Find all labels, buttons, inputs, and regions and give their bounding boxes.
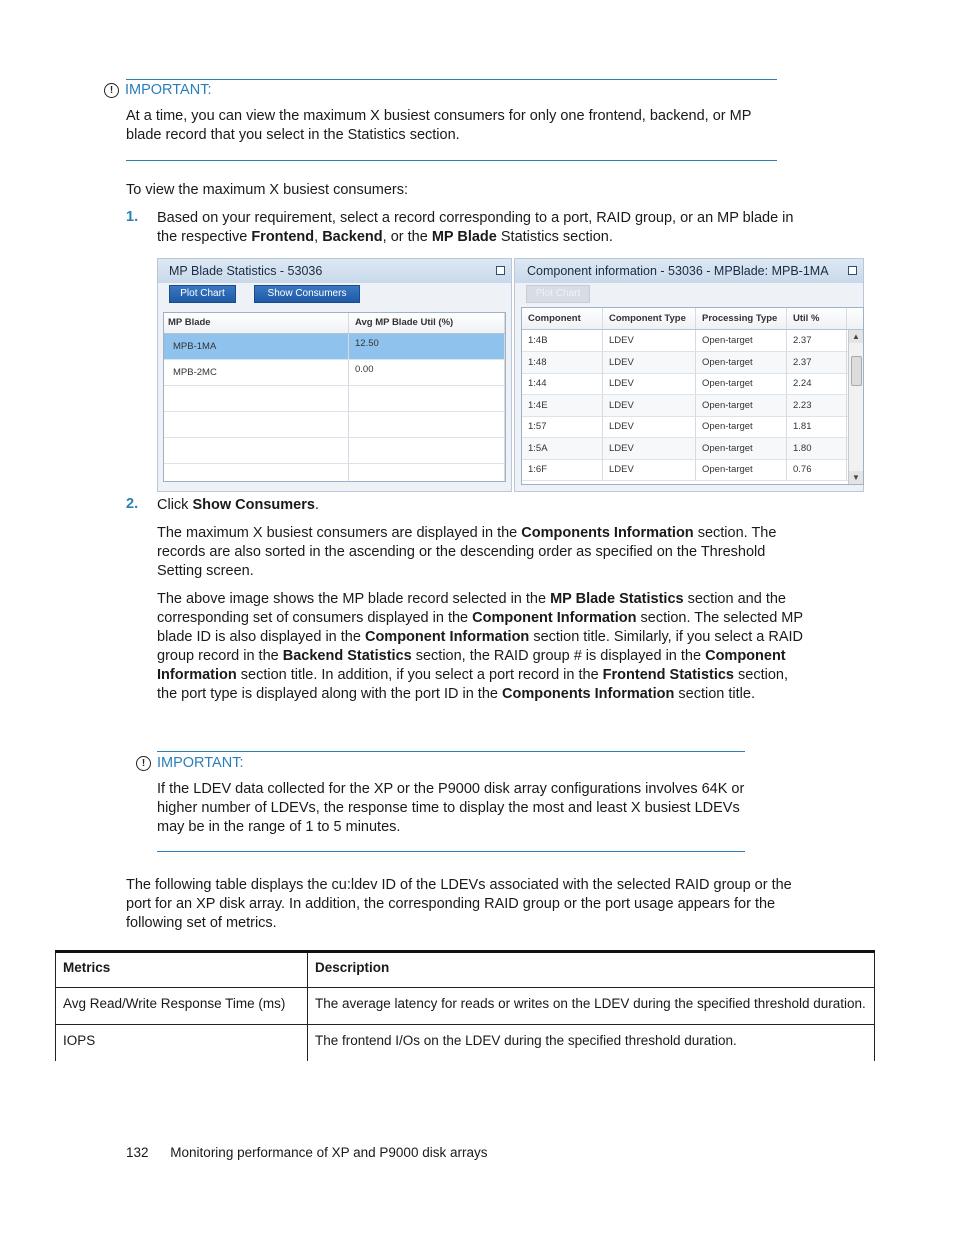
empty-row: [164, 412, 505, 438]
table-row[interactable]: [522, 373, 849, 395]
plot-chart-button-disabled[interactable]: Plot Chart: [526, 285, 590, 303]
util-cell: 2.23: [787, 395, 847, 416]
bold-term: Components Information: [521, 525, 694, 541]
processing-type-cell: Open-target: [696, 352, 787, 373]
step-1-part: , or the: [382, 229, 432, 245]
table-intro-text: The following table displays the cu:ldev ID of the LDEVs associated with the selected RAID group or the port for an XP disk array. In addition, the corresponding RAID group or the port usage appears for the following set of metrics.: [126, 877, 792, 931]
text-part: section, the port type is displayed along with the port ID in the: [157, 667, 788, 702]
text-part: section. The records are also sorted in the ascending or the descending order as specified on the Threshold Setting screen.: [157, 525, 777, 579]
column-header-util[interactable]: Util %: [787, 308, 847, 329]
step-2-number: 2.: [126, 496, 139, 512]
metric-cell: IOPS: [56, 1025, 308, 1062]
mp-blade-grid: [163, 312, 506, 482]
important-2-bottom-rule: [157, 851, 745, 852]
table-row[interactable]: [522, 459, 849, 481]
vertical-scrollbar[interactable]: [848, 330, 863, 484]
bold-term: Component Information: [472, 610, 637, 626]
backend-term: Backend: [322, 229, 383, 245]
component-cell: 1:4B: [522, 330, 603, 351]
step-2-part: .: [314, 497, 319, 513]
paragraph-image-explanation: [157, 590, 805, 704]
util-cell: 2.37: [787, 352, 847, 373]
empty-cell: [349, 412, 505, 437]
table-row[interactable]: [164, 334, 505, 360]
show-consumers-term: Show Consumers: [192, 497, 315, 513]
text-part: section, the RAID group # is displayed in the: [411, 648, 706, 664]
util-cell: 2.37: [787, 330, 847, 351]
text-part: The maximum X busiest consumers are displayed in the: [157, 525, 522, 541]
scroll-down-icon[interactable]: ▼: [849, 471, 863, 484]
exclamation-icon: !: [136, 756, 151, 771]
metrics-table: [55, 950, 875, 1061]
important-bottom-rule: [126, 160, 777, 161]
component-cell: 1:57: [522, 416, 603, 437]
page-number: 132: [126, 1145, 149, 1160]
component-type-cell: LDEV: [603, 438, 696, 459]
component-information-panel: [514, 258, 864, 492]
util-cell: 0.00: [349, 360, 505, 385]
component-panel-title: [515, 259, 863, 283]
maximize-icon[interactable]: [848, 266, 857, 275]
description-cell: The frontend I/Os on the LDEV during the specified threshold duration.: [308, 1025, 875, 1062]
description-column-header: Description: [308, 952, 875, 988]
table-row: [56, 1025, 875, 1062]
scroll-thumb[interactable]: [851, 356, 862, 386]
important-2-heading: [136, 755, 243, 771]
processing-type-cell: Open-target: [696, 459, 787, 480]
text-part: section and the corresponding set of consumers displayed in the: [157, 591, 786, 626]
step-2-part: Click: [157, 497, 193, 513]
mp-blade-panel-title-text: MP Blade Statistics - 53036: [169, 264, 323, 278]
column-header-avg-util[interactable]: Avg MP Blade Util (%): [349, 313, 505, 333]
component-cell: 1:6F: [522, 459, 603, 480]
show-consumers-button[interactable]: Show Consumers: [254, 285, 360, 303]
column-header-processing-type[interactable]: Processing Type: [696, 308, 787, 329]
empty-row: [164, 386, 505, 412]
util-cell: 12.50: [349, 334, 505, 359]
component-cell: 1:4E: [522, 395, 603, 416]
empty-cell: [164, 386, 349, 411]
mp-blade-term: MP Blade: [431, 229, 497, 245]
processing-type-cell: Open-target: [696, 395, 787, 416]
mp-blade-statistics-panel: [157, 258, 512, 492]
metrics-column-header: Metrics: [56, 952, 308, 988]
component-cell: 1:44: [522, 373, 603, 394]
important-label: IMPORTANT:: [125, 82, 212, 98]
bold-term: Backend Statistics: [282, 648, 412, 664]
step-1-text: [157, 209, 807, 247]
component-type-cell: LDEV: [603, 395, 696, 416]
step-1-part: Based on your requirement, select a record corresponding to a port, RAID group, or an MP blade in the respective: [157, 210, 794, 245]
empty-cell: [349, 386, 505, 411]
empty-row: [164, 464, 505, 481]
empty-cell: [164, 412, 349, 437]
frontend-term: Frontend: [251, 229, 315, 245]
empty-cell: [349, 464, 505, 481]
column-header-component[interactable]: Component: [522, 308, 603, 329]
important-text: At a time, you can view the maximum X busiest consumers for only one frontend, backend, or MP blade record that you select in the Statistics section.: [126, 108, 752, 143]
mp-blade-cell: MPB-1MA: [164, 334, 349, 359]
mp-blade-grid-header: [164, 313, 505, 334]
intro-text: To view the maximum X busiest consumers:: [126, 182, 409, 198]
mp-blade-cell: MPB-2MC: [164, 360, 349, 385]
important-heading: [104, 82, 211, 98]
processing-type-cell: Open-target: [696, 330, 787, 351]
component-panel-title-text: Component information - 53036 - MPBlade: MPB-1MA: [527, 264, 829, 278]
plot-chart-button[interactable]: Plot Chart: [169, 285, 236, 303]
component-cell: 1:48: [522, 352, 603, 373]
important-2-label: IMPORTANT:: [157, 755, 244, 771]
description-cell: The average latency for reads or writes on the LDEV during the specified threshold duration.: [308, 988, 875, 1025]
component-grid-header: [522, 308, 863, 330]
text-part: section title. Similarly, if you select a RAID group record in the: [157, 629, 804, 664]
component-type-cell: LDEV: [603, 459, 696, 480]
important-2-top-rule: [157, 751, 745, 752]
bold-term: Components Information: [501, 686, 675, 702]
text-part: section. The selected MP blade ID is also displayed in the: [157, 610, 803, 645]
step-1-part: ,: [314, 229, 323, 245]
empty-cell: [164, 438, 349, 463]
util-cell: 2.24: [787, 373, 847, 394]
component-type-cell: LDEV: [603, 416, 696, 437]
component-grid: [521, 307, 864, 485]
table-row[interactable]: [522, 330, 849, 352]
util-cell: 0.76: [787, 459, 847, 480]
step-1-number: 1.: [126, 209, 139, 225]
important-top-rule: [126, 79, 777, 80]
column-header-component-type[interactable]: Component Type: [603, 308, 696, 329]
empty-cell: [349, 438, 505, 463]
scroll-up-icon[interactable]: ▲: [849, 330, 863, 343]
footer-title: Monitoring performance of XP and P9000 disk arrays: [170, 1145, 488, 1160]
column-header-mp-blade[interactable]: MP Blade: [164, 313, 349, 333]
metric-cell: Avg Read/Write Response Time (ms): [56, 988, 308, 1025]
maximize-icon[interactable]: [496, 266, 505, 275]
component-type-cell: LDEV: [603, 352, 696, 373]
table-row[interactable]: [164, 360, 505, 386]
table-row[interactable]: [522, 416, 849, 438]
mp-blade-panel-title: [158, 259, 511, 283]
step-1-part: Statistics section.: [496, 229, 613, 245]
table-row[interactable]: [522, 352, 849, 374]
exclamation-icon: !: [104, 83, 119, 98]
empty-cell: [164, 464, 349, 481]
processing-type-cell: Open-target: [696, 416, 787, 437]
page-footer: [126, 1145, 487, 1160]
step-2-text: [157, 496, 319, 515]
table-row[interactable]: [522, 395, 849, 417]
paragraph-components-info: [157, 524, 802, 581]
table-row[interactable]: [522, 438, 849, 460]
metrics-table-header: [56, 952, 875, 988]
processing-type-cell: Open-target: [696, 373, 787, 394]
bold-term: Frontend Statistics: [602, 667, 734, 683]
text-part: The above image shows the MP blade record selected in the: [157, 591, 551, 607]
text-part: section title.: [674, 686, 755, 702]
processing-type-cell: Open-target: [696, 438, 787, 459]
bold-term: Component Information: [157, 648, 786, 683]
text-part: section title. In addition, if you select a port record in the: [236, 667, 603, 683]
component-type-cell: LDEV: [603, 373, 696, 394]
bold-term: MP Blade Statistics: [550, 591, 684, 607]
util-cell: 1.81: [787, 416, 847, 437]
important-2-text: If the LDEV data collected for the XP or the P9000 disk array configurations involves 64K or higher number of LDEVs, the response time to display the most and least X busiest LDEVs may be in the range of 1 to 5 minutes.: [157, 781, 745, 835]
table-row: [56, 988, 875, 1025]
bold-term: Component Information: [364, 629, 530, 645]
empty-row: [164, 438, 505, 464]
component-type-cell: LDEV: [603, 330, 696, 351]
component-cell: 1:5A: [522, 438, 603, 459]
util-cell: 1.80: [787, 438, 847, 459]
